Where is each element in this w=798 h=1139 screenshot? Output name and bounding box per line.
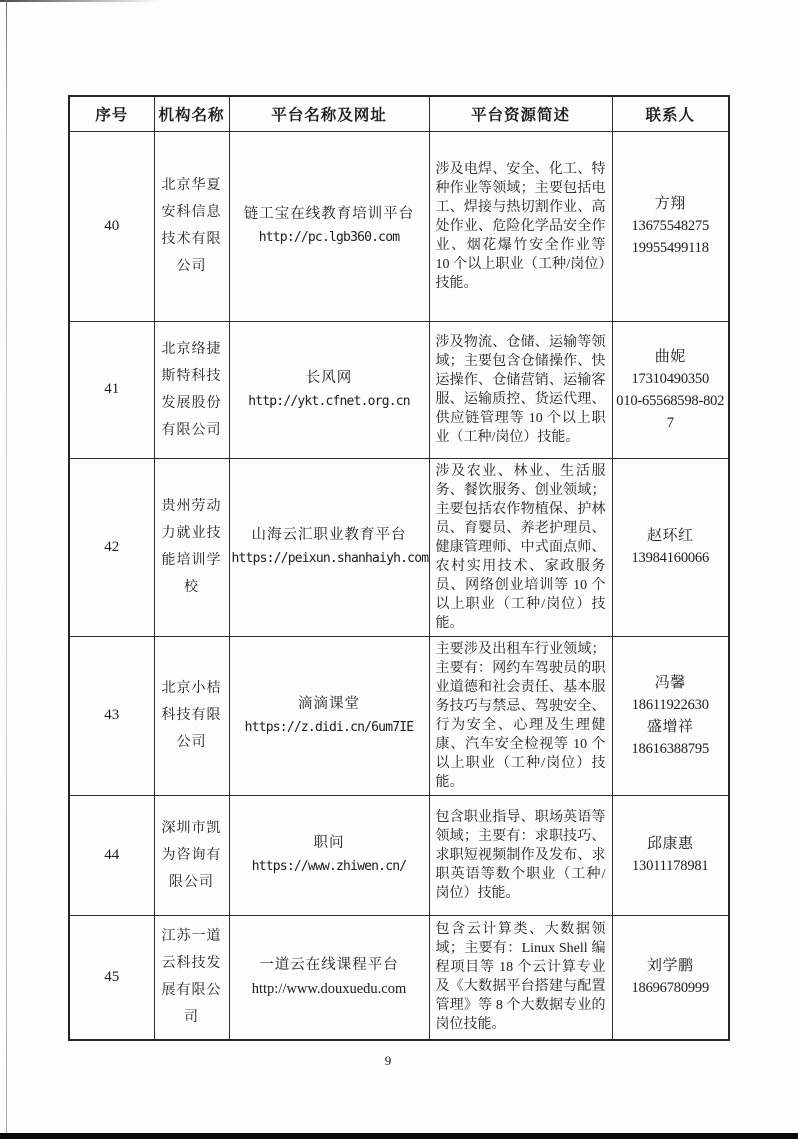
table-header-row: [69, 96, 729, 131]
contact-name: 方翔: [654, 196, 686, 212]
contact-phone: 19955499118: [631, 240, 709, 256]
platform-name: 滴滴课堂: [298, 695, 360, 712]
contact-name: 曲妮: [654, 348, 686, 365]
table-row: [69, 131, 729, 321]
contact-phone: 18616388795: [631, 740, 710, 757]
scan-artifact-bottom-bar: [0, 1133, 798, 1139]
cell-contact: [612, 636, 729, 795]
table-row: [69, 795, 729, 915]
cell-platform: [229, 636, 429, 795]
platform-name: 山海云汇职业教育平台: [251, 527, 407, 543]
cell-platform: [229, 321, 429, 458]
header-org: 机构名称: [154, 96, 229, 131]
cell-seq: 43: [69, 636, 154, 795]
platform-url: http://pc.lgb360.com: [258, 230, 400, 245]
contact-phone: 18611922630: [631, 696, 709, 713]
platform-url: https://peixun.shanhaiyh.com: [231, 551, 429, 566]
cell-seq: 44: [69, 795, 154, 915]
cell-platform: [229, 131, 429, 321]
table-row: [69, 636, 729, 795]
contact-phone: 17310490350: [631, 370, 710, 387]
cell-description: 涉及物流、仓储、运输等领域；主要包含仓储操作、快运操作、仓储营销、运输客服、运输质控、货运代理、供应链管理等 10 个以上职业（工种/岗位）技能。: [429, 321, 612, 458]
cell-org: 贵州劳动力就业技能培训学校: [154, 458, 229, 636]
platform-url: https://www.zhiwen.cn/: [251, 859, 407, 874]
cell-platform: [229, 915, 429, 1040]
cell-description: 主要涉及出租车行业领域；主要有：网约车驾驶员的职业道德和社会责任、基本服务技巧与禁忌、驾驶安全、行为安全、心理及生理健康、汽车安全检视等 10 个以上职业（工种/岗位）技能。: [429, 636, 612, 795]
contact-name: 盛增祥: [646, 718, 694, 735]
header-platform: 平台名称及网址: [229, 96, 429, 131]
contact-name: 赵环红: [646, 528, 694, 544]
platform-url: https://z.didi.cn/6um7IE: [244, 719, 414, 735]
cell-description: 包含职业指导、职场英语等领域；主要有：求职技巧、求职短视频制作及发布、求职英语等数个职业（工种/岗位）技能。: [429, 795, 612, 915]
table-row: [69, 915, 729, 1040]
cell-seq: 41: [69, 321, 154, 458]
cell-seq: 40: [69, 131, 154, 321]
platform-name: 链工宝在线教育培训平台: [243, 206, 415, 222]
contact-phone: 13011178981: [632, 858, 709, 874]
cell-org: 北京华夏安科信息技术有限公司: [154, 131, 229, 321]
cell-contact: [612, 915, 729, 1040]
cell-org: 北京络捷斯特科技发展股份有限公司: [154, 321, 229, 458]
table-row: [69, 458, 729, 636]
contact-phone: 010-65568598-8027: [616, 392, 725, 431]
cell-contact: [612, 321, 729, 458]
platform-name: 长风网: [305, 369, 353, 386]
contact-name: 冯馨: [654, 674, 686, 691]
contact-phone: 13675548275: [631, 218, 710, 234]
cell-description: 涉及农业、林业、生活服务、餐饮服务、创业领域；主要包括农作物植保、护林员、育婴员、养老护理员、健康管理师、中式面点师、农村实用技术、家政服务员、网络创业培训等 10 个以上职业（工种/岗位）技能。: [429, 458, 612, 636]
scan-artifact-top-edge: [0, 0, 160, 2]
platform-name: 职问: [313, 835, 345, 851]
page-number: 9: [384, 1053, 392, 1068]
cell-platform: [229, 795, 429, 915]
contact-phone: 18696780999: [631, 980, 710, 997]
platform-url: http://www.douxuedu.com: [251, 981, 407, 998]
platform-name: 一道云在线课程平台: [259, 957, 399, 974]
cell-contact: [612, 131, 729, 321]
cell-org: 北京小桔科技有限公司: [154, 636, 229, 795]
contact-name: 邱康惠: [646, 836, 694, 852]
header-description: 平台资源简述: [429, 96, 612, 131]
table-row: [69, 321, 729, 458]
header-seq: 序号: [69, 96, 154, 131]
cell-seq: 42: [69, 458, 154, 636]
cell-contact: [612, 458, 729, 636]
cell-description: 包含云计算类、大数据领域；主要有：Linux Shell 编程项目等 18 个云计算专业及《大数据平台搭建与配置管理》等 8 个大数据专业的岗位技能。: [429, 915, 612, 1040]
platform-resource-table: [68, 95, 730, 1041]
platform-url: http://ykt.cfnet.org.cn: [248, 393, 410, 409]
cell-description: 涉及电焊、安全、化工、特种作业等领域；主要包括电工、焊接与热切割作业、高处作业、危险化学品安全作业、烟花爆竹安全作业等 10 个以上职业（工种/岗位）技能。: [429, 131, 612, 321]
contact-name: 刘学鹏: [646, 958, 694, 975]
cell-org: 深圳市凯为咨询有限公司: [154, 795, 229, 915]
header-contact: 联系人: [612, 96, 729, 131]
contact-phone: 13984160066: [631, 550, 710, 566]
cell-contact: [612, 795, 729, 915]
cell-seq: 45: [69, 915, 154, 1040]
cell-org: 江苏一道云科技发展有限公司: [154, 915, 229, 1040]
scan-artifact-left-edge: [6, 0, 7, 1139]
cell-platform: [229, 458, 429, 636]
